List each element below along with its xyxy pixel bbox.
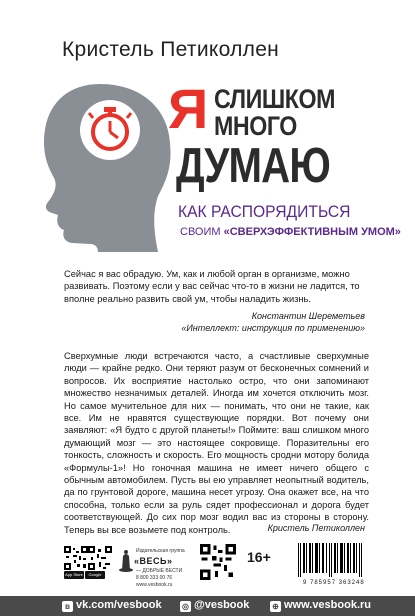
- vk-link[interactable]: [62, 599, 162, 612]
- head-silhouette-icon: [40, 82, 175, 252]
- subtitle-secondary-bold: «СВЕРХЭФФЕКТИВНЫМ УМОМ»: [223, 226, 401, 238]
- instagram-link[interactable]: [180, 599, 249, 612]
- author-name: Кристель Петиколлен: [62, 38, 280, 61]
- publisher-slogan: — ДОБРЫЕ ВЕСТИ: [136, 568, 183, 574]
- google-play-badge: Google play: [85, 571, 105, 579]
- barcode-icon: [296, 543, 366, 579]
- website-link[interactable]: [270, 599, 371, 612]
- instagram-link-text: @vesbook: [194, 599, 250, 611]
- epigraph-source: «Интеллект: инструкция по применению»: [181, 323, 365, 333]
- title-line-2: МНОГО: [214, 111, 297, 141]
- isbn-number: 9 785957 363248: [303, 580, 365, 586]
- hat-logo-icon: [118, 548, 134, 576]
- publisher-name: «ВЕСЬ»: [134, 556, 173, 566]
- blurb-text: [64, 350, 369, 536]
- globe-icon: ⊕: [270, 601, 281, 612]
- epigraph-attribution: [181, 310, 365, 334]
- qr-code-icon: [200, 544, 236, 580]
- footer-bar: [0, 596, 415, 616]
- qr-code-icon: [88, 546, 112, 570]
- subtitle: КАК РАСПОРЯДИТЬСЯ: [178, 202, 351, 221]
- publisher-site: www.vesbook.ru: [136, 582, 173, 588]
- epigraph-author: Константин Шереметьев: [251, 311, 365, 321]
- title-ya: Я: [168, 77, 209, 140]
- qr-code-icon: [64, 546, 88, 570]
- publisher-group: Издательская группа: [136, 548, 185, 554]
- title-line-1: СЛИШКОМ: [214, 84, 336, 114]
- title-line-3: ДУМАЮ: [176, 139, 330, 193]
- subtitle-secondary-prefix: СВОИМ: [180, 226, 224, 238]
- age-rating: 16+: [247, 549, 271, 565]
- blurb-signature: Кристель Петиколлен: [267, 523, 365, 533]
- website-link-text: www.vesbook.ru: [284, 599, 372, 611]
- blurb-paragraph: Сверхумные люди встречаются часто, а счастливые сверхумные люди — крайне редко. Они теряют разум от бесконечных сомнений и вопросов. Их восприятие настолько остро, что они запоминают множество незначимых деталей. Иногда им хочется отключить мозг. Но самое мучительное для них — понимать, что они не такие, как все. Им не нравятся существующие порядки. Вот почему они заявляют: «Я будто с другой планеты!» Поймите: ваш слишком много думающий мозг — это настоящее сокровище. Поразительны его тонкость, сложность и скорость. Его мощность сродни мотору болида «Формулы-1»! Но гоночная машина не имеет ничего общего с обычным автомобилем. Пусть вы ею управляет неопытный водитель, да по грунтовой дороге, машина несет угрозу. Она окажет все, на что способна, только если за руль сядет профессионал и дорога будет соответствующей. До сих пор мозг водил вас из стороны в сторону. Теперь вы все возьмете под контроль.: [64, 351, 369, 535]
- app-store-badge: App Store: [65, 572, 83, 577]
- subtitle-secondary: [180, 226, 401, 238]
- epigraph-quote: Сейчас я вас обрадую. Ум, как и любой орган в организме, можно развивать. Поэтому если у вас сейчас что-то в жизни не ладится, то вполне реально развить свой ум, чтобы наладить жизнь.: [64, 269, 360, 304]
- vk-icon: в: [62, 601, 73, 612]
- instagram-icon: ◎: [180, 601, 191, 612]
- publisher-phone: 8 800 333 00 76: [136, 575, 173, 581]
- vk-link-text: vk.com/vesbook: [76, 599, 162, 611]
